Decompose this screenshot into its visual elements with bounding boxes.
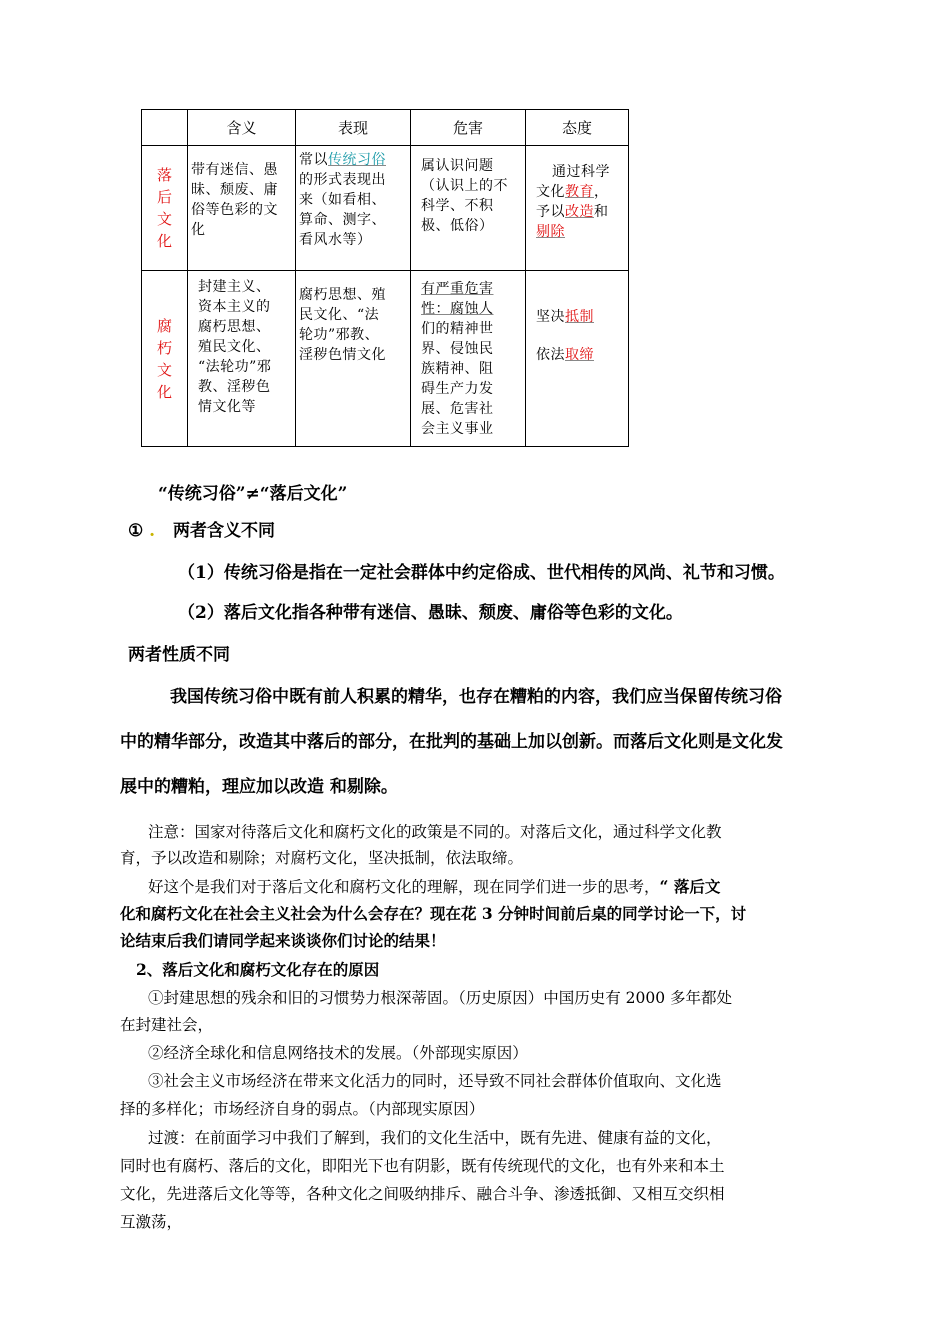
text-run: “ 落后文 [659, 877, 721, 896]
label-char: 落 [156, 166, 172, 184]
cell-harm [411, 146, 526, 271]
cell-line [536, 182, 626, 202]
text-run: 常以 [299, 152, 328, 168]
transition-line: 同时也有腐朽、落后的文化，即阳光下也有阴影，既有传统现代的文化，也有外来和本土 [120, 1157, 725, 1175]
cell-line: 性：腐蚀人 [421, 301, 494, 317]
text-run: 文化 [536, 184, 565, 200]
item-text: 两者含义不同 [173, 521, 276, 541]
table-corner-cell [142, 110, 188, 146]
section-heading: “传统习俗”≠“落后文化” [158, 484, 348, 504]
highlight-ban: 取缔 [565, 347, 594, 363]
label-char: 文 [156, 360, 172, 379]
header-manifestation: 表现 [296, 110, 411, 146]
cell-line: （认识上的不 [421, 178, 508, 194]
cell-line: 化 [191, 222, 206, 238]
cell-line: 有严重危害 [421, 281, 494, 297]
note-line: 育，予以改造和剔除；对腐朽文化，坚决抵制，依法取缔。 [120, 849, 524, 867]
cell-line: “法轮功”邪 [198, 359, 272, 375]
reason-line: 在封建社会， [120, 1016, 214, 1034]
cell-line: 资本主义的 [198, 299, 271, 315]
highlight-eliminate: 剔除 [536, 224, 565, 240]
cell-line: 界、侵蚀民 [421, 341, 494, 357]
header-harm: 危害 [411, 110, 526, 146]
cell-line: 殖民文化、 [198, 339, 271, 355]
text-run: 坚决 [536, 309, 565, 325]
highlight-resist: 抵制 [565, 309, 594, 325]
cell-line [536, 222, 626, 242]
cell-line: 俗等色彩的文 [191, 202, 278, 218]
cell-line: 腐朽思想、殖 [299, 287, 386, 303]
cell-line: 通过科学 [552, 164, 610, 180]
cell-attitude [526, 146, 629, 271]
cell-line: 算命、测字、 [299, 212, 386, 228]
reason-line: ①封建思想的残余和旧的习惯势力根深蒂固。（历史原因）中国历史有 2000 多年都处 [148, 989, 733, 1007]
cell-line [536, 307, 626, 327]
cell-line [536, 202, 626, 222]
text-run: 予以 [536, 204, 565, 220]
para-line: 展中的糟粕，理应加以改造 和剔除。 [120, 777, 398, 797]
reason-line: ②经济全球化和信息网络技术的发展。（外部现实原因） [148, 1044, 528, 1062]
label-char: 腐 [156, 316, 172, 335]
cell-line [536, 345, 626, 365]
cell-line: 腐朽思想、 [198, 319, 271, 335]
section-2-heading: 2、落后文化和腐朽文化存在的原因 [136, 960, 380, 979]
cell-line: 极、低俗） [421, 218, 494, 234]
list-item [128, 516, 275, 541]
label-char: 文 [156, 210, 172, 228]
cell-line: 科学、不积 [421, 198, 494, 214]
label-char: 化 [156, 232, 172, 250]
transition-line: 过渡：在前面学习中我们了解到，我们的文化生活中，既有先进、健康有益的文化， [148, 1129, 722, 1147]
cell-line: 昧、颓废、庸 [191, 182, 278, 198]
cell-line: 们的精神世 [421, 321, 494, 337]
cell-line: 会主义事业 [421, 421, 494, 437]
text-run: ， [594, 184, 609, 200]
reason-line: 择的多样化；市场经济自身的弱点。（内部现实原因） [120, 1100, 485, 1118]
label-char: 后 [156, 188, 172, 206]
header-meaning: 含义 [188, 110, 296, 146]
sub-item-2: （2）落后文化指各种带有迷信、愚昧、颓废、庸俗等色彩的文化。 [178, 603, 683, 623]
text-run: 依法 [536, 347, 565, 363]
para-line: 我国传统习俗中既有前人积累的精华，也存在糟粕的内容，我们应当保留传统习俗 [170, 687, 782, 707]
cell-line: 带有迷信、愚 [191, 162, 278, 178]
cell-line: 教、淫秽色 [198, 379, 271, 395]
question-line: 论结束后我们请同学起来谈谈你们讨论的结果！ [120, 931, 446, 950]
cell-harm [411, 271, 526, 447]
cell-line: 封建主义、 [198, 279, 271, 295]
cell-attitude [526, 271, 629, 447]
table-row [142, 271, 629, 447]
cell-meaning [188, 271, 296, 447]
question-line [148, 875, 720, 897]
cell-line: 淫秽色情文化 [299, 347, 386, 363]
header-attitude: 态度 [526, 110, 629, 146]
question-line: 化和腐朽文化在社会主义社会为什么会存在？现在花 3 分钟时间前后桌的同学讨论一下，讨 [120, 904, 747, 923]
culture-comparison-table [141, 109, 629, 447]
cell-line: 民文化、“法 [299, 307, 380, 323]
dot-mark: . [149, 521, 156, 541]
label-char: 化 [156, 382, 172, 401]
cell-manifestation [296, 271, 411, 447]
circle-number: ① [128, 521, 144, 541]
cell-line: 的形式表现出 [299, 172, 386, 188]
text-run: 好这个是我们对于落后文化和腐朽文化的理解，现在同学们进一步的思考， [148, 878, 660, 896]
transition-line: 互激荡， [120, 1213, 183, 1231]
para-line: 中的精华部分，改造其中落后的部分，在批判的基础上加以创新。而落后文化则是文化发 [120, 732, 783, 752]
cell-line [299, 150, 408, 170]
highlight-education: 教育 [565, 184, 594, 200]
item-nature-different: 两者性质不同 [128, 645, 230, 665]
highlight-reform: 改造 [565, 204, 594, 220]
cell-line: 族精神、阻 [421, 361, 494, 377]
cell-line: 展、危害社 [421, 401, 494, 417]
cell-line: 情文化等 [198, 399, 256, 415]
cell-meaning [188, 146, 296, 271]
row-label-decadent-culture [142, 271, 188, 447]
cell-line: 属认识问题 [421, 158, 494, 174]
reason-line: ③社会主义市场经济在带来文化活力的同时，还导致不同社会群体价值取向、文化选 [148, 1072, 722, 1090]
note-line: 注意：国家对待落后文化和腐朽文化的政策是不同的。对落后文化，通过科学文化教 [148, 823, 722, 841]
transition-line: 文化，先进落后文化等等，各种文化之间吸纳排斥、融合斗争、渗透抵御、又相互交织相 [120, 1185, 725, 1203]
sub-item-1: （1）传统习俗是指在一定社会群体中约定俗成、世代相传的风尚、礼节和习惯。 [178, 563, 785, 583]
cell-line: 看风水等） [299, 232, 372, 248]
cell-manifestation [296, 146, 411, 271]
highlight-traditional-custom: 传统习俗 [328, 152, 386, 168]
table-header-row [142, 110, 629, 146]
table-row [142, 146, 629, 271]
text-run: 和 [594, 204, 609, 220]
label-char: 朽 [156, 338, 172, 357]
cell-line: 碍生产力发 [421, 381, 494, 397]
cell-line: 轮功”邪教、 [299, 327, 380, 343]
row-label-backward-culture [142, 146, 188, 271]
cell-line: 来（如看相、 [299, 192, 386, 208]
